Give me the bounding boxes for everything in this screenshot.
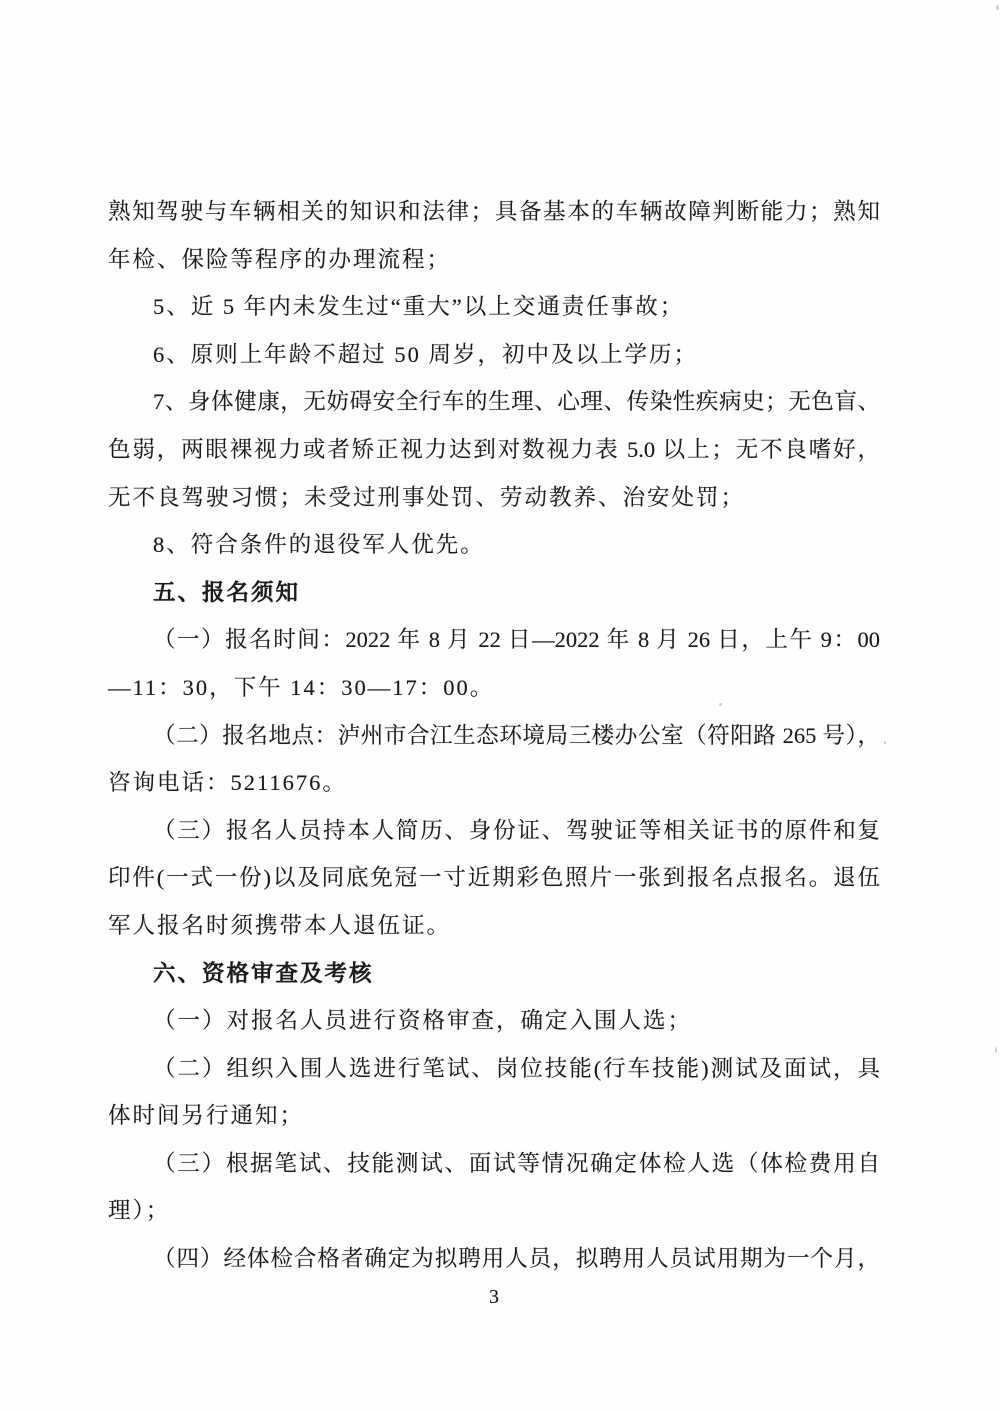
text-line: （二）报名地点：泸州市合江生态环境局三楼办公室（符阳路 265 号）， xyxy=(153,722,880,748)
text-line: 年检、保险等程序的办理流程； xyxy=(108,246,452,272)
text-line: 咨询电话：5211676。 xyxy=(108,770,347,796)
text-line: 理）； xyxy=(108,1198,171,1224)
text-line: （一）对报名人员进行资格审查，确定入围人选； xyxy=(153,1008,693,1034)
text-line: （三）报名人员持本人简历、身份证、驾驶证等相关证书的原件和复 xyxy=(153,817,880,843)
text-line: 5、近 5 年内未发生过“重大”以上交通责任事故； xyxy=(153,294,685,320)
text-line: 熟知驾驶与车辆相关的知识和法律；具备基本的车辆故障判断能力；熟知 xyxy=(108,199,880,224)
text-line: 色弱，两眼裸视力或者矫正视力达到对数视力表 5.0 以上；无不良嗜好， xyxy=(108,436,880,462)
text-line: （二）组织入围人选进行笔试、岗位技能(行车技能)测试及面试，具 xyxy=(153,1055,880,1081)
text-line: 7、身体健康，无妨碍安全行车的生理、心理、传染性疾病史；无色盲、 xyxy=(153,389,880,415)
text-line: 印件(一式一份)以及同底免冠一寸近期彩色照片一张到报名点报名。退伍 xyxy=(108,865,880,891)
text-line: 无不良驾驶习惯；未受过刑事处罚、劳动教养、治安处罚； xyxy=(108,484,746,510)
text-line: （一）报名时间：2022 年 8 月 22 日—2022 年 8 月 26 日，上午 9：00 xyxy=(153,627,880,653)
document-body xyxy=(108,188,880,1283)
page-number: 3 xyxy=(489,1286,499,1308)
scan-speck xyxy=(995,1047,997,1053)
text-line: 6、原则上年龄不超过 50 周岁，初中及以上学历； xyxy=(153,341,699,367)
text-line: 体时间另行通知； xyxy=(108,1103,305,1129)
scan-speck xyxy=(719,703,722,706)
scan-speck xyxy=(884,741,886,744)
text-line: —11：30，下午 14：30—17：00。 xyxy=(108,674,495,700)
scan-speck xyxy=(505,367,507,369)
text-line: 军人报名时须携带本人退伍证。 xyxy=(108,912,452,938)
text-line: （四）经体检合格者确定为拟聘用人员，拟聘用人员试用期为一个月， xyxy=(153,1246,880,1272)
text-line: （三）根据笔试、技能测试、面试等情况确定体检人选（体检费用自 xyxy=(153,1150,880,1176)
scan-speck xyxy=(996,5,999,10)
section-heading: 六、资格审查及考核 xyxy=(153,960,374,986)
section-heading: 五、报名须知 xyxy=(153,579,301,605)
text-line: 8、符合条件的退役军人优先。 xyxy=(153,532,485,558)
